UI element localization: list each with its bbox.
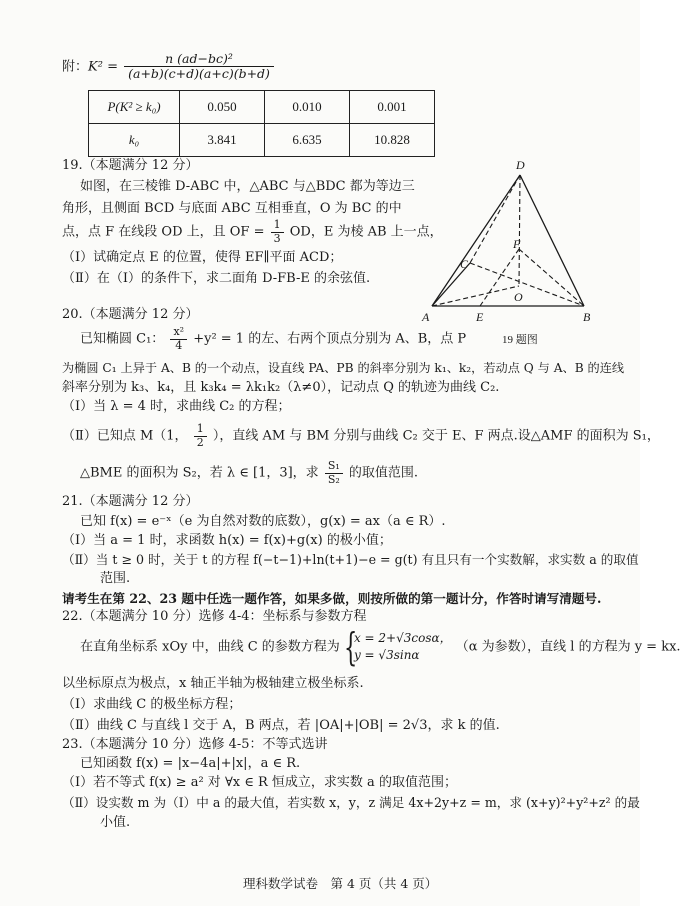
- q22-eq-x: x = 2+√3cosα，: [353, 631, 452, 645]
- q22-part1: （Ⅰ）求曲线 C 的极坐标方程；: [62, 697, 242, 712]
- q19-fraction: $\frac{1}{3}$: [271, 219, 284, 245]
- q21-part2: （Ⅱ）当 t ≥ 0 时，关于 t 的方程 f(−t−1)+ln(t+1)−e = g(t) 有且只有一个实数解，求实数 a 的取值: [62, 552, 639, 567]
- label-o: O: [514, 290, 523, 304]
- label-c: C: [460, 257, 469, 271]
- formula-lhs: K² =: [88, 59, 118, 75]
- edge-da: [432, 175, 520, 306]
- label-d: D: [516, 158, 525, 172]
- segment-ao: [432, 286, 519, 306]
- table-cell: 10.828: [350, 124, 435, 157]
- q23-line1: 已知函数 f(x) = |x−4a|+|x|，a ∈ R.: [80, 756, 301, 771]
- q19-part2: （Ⅱ）在（Ⅰ）的条件下，求二面角 D-FB-E 的余弦值.: [62, 271, 371, 286]
- edge-db: [520, 175, 584, 306]
- figure-19-caption: 19 题图: [502, 334, 538, 346]
- formula-numerator: n (ad−bc)²: [124, 52, 274, 67]
- q19-line2: 角形，且侧面 BCD 与底面 ABC 互相垂直，O 为 BC 的中: [62, 201, 402, 216]
- segment-do: [519, 175, 520, 286]
- segment-fb: [519, 249, 584, 306]
- q20-part2-cont: △BME 的面积为 S₂，若 λ ∈ [1，3]，求 $\frac{\text{S₁}}{\text{S₂}}$ 的取值范围.: [80, 459, 419, 486]
- brace-icon: {: [343, 625, 358, 669]
- q20-heading: 20.（本题满分 12 分）: [62, 307, 199, 322]
- q20-part2: （Ⅱ）已知点 M（1， $\frac{1}{2}$ ），直线 AM 与 BM 分别与曲线 C₂ 交于 E、F 两点.设△AMF 的面积为 S₁，: [62, 422, 660, 449]
- table-row: [89, 124, 435, 157]
- label-b: B: [583, 310, 591, 324]
- q19-heading: 19.（本题满分 12 分）: [62, 158, 199, 173]
- q20-ratio-fraction: $\frac{\text{S₁}}{\text{S₂}}$: [325, 460, 343, 486]
- q22-line2: 以坐标原点为极点，x 轴正半轴为极轴建立极坐标系.: [62, 676, 364, 691]
- q21-part2-cont: 范围.: [100, 571, 131, 586]
- table-row: [89, 91, 435, 124]
- q20-fraction: $\frac{\text{x²}}{4}$: [170, 326, 187, 352]
- table-cell: 0.050: [180, 91, 265, 124]
- page-footer: 理科数学试卷 第 4 页（共 4 页）: [243, 876, 438, 891]
- q20-part2-fraction: $\frac{1}{2}$: [194, 423, 207, 449]
- q22-part2: （Ⅱ）曲线 C 与直线 l 交于 A，B 两点，若 |OA|+|OB| = 2√3，求 k 的值.: [62, 718, 500, 733]
- q23-part2: （Ⅱ）设实数 m 为（Ⅰ）中 a 的最大值，若实数 x，y，z 满足 4x+2y+z = m，求 (x+y)²+y²+z² 的最: [62, 795, 640, 810]
- table-header-k: k₀: [89, 124, 180, 157]
- q22-heading: 22.（本题满分 10 分）选修 4-4：坐标系与参数方程: [62, 609, 367, 624]
- q20-line2: 为椭圆 C₁ 上异于 A、B 的一个动点，设直线 PA、PB 的斜率分别为 k₁、k₂，若动点 Q 与 A、B 的连线: [62, 361, 625, 375]
- q21-line1: 已知 f(x) = e⁻ˣ（e 为自然对数的底数），g(x) = ax（a ∈ R）.: [80, 514, 446, 529]
- q19-line1: 如图，在三棱锥 D-ABC 中，△ABC 与△BDC 都为等边三: [80, 179, 415, 194]
- table-cell: 6.635: [265, 124, 350, 157]
- table-cell: 0.010: [265, 91, 350, 124]
- q22-parametric-system: [343, 625, 452, 669]
- q23-heading: 23.（本题满分 10 分）选修 4-5：不等式选讲: [62, 737, 328, 752]
- k-squared-formula: [62, 52, 276, 82]
- edge-cb: [470, 263, 584, 306]
- q23-part1: （Ⅰ）若不等式 f(x) ≥ a² 对 ∀x ∈ R 恒成立，求实数 a 的取值范围；: [62, 775, 457, 790]
- q21-heading: 21.（本题满分 12 分）: [62, 494, 199, 509]
- q23-part2-cont: 小值.: [100, 815, 131, 830]
- q22-eq-y: y = √3sinα: [353, 648, 420, 662]
- label-e: E: [476, 310, 484, 324]
- label-f: F: [513, 237, 521, 251]
- table-header-p: P(K² ≥ k₀): [89, 91, 180, 124]
- q19-part1: （Ⅰ）试确定点 E 的位置，使得 EF∥平面 ACD；: [62, 250, 343, 265]
- elective-notice: 请考生在第 22、23 题中任选一题作答，如果多做，则按所做的第一题计分，作答时请写清题号.: [62, 591, 602, 606]
- q19-line3: 点，点 F 在线段 OD 上，且 OF = $\frac{1}{3}$ OD，E 为棱 AB 上一点，: [62, 218, 443, 245]
- q20-part1: （Ⅰ）当 λ = 4 时，求曲线 C₂ 的方程；: [62, 399, 291, 414]
- q21-part1: （Ⅰ）当 a = 1 时，求函数 h(x) = f(x)+g(x) 的极小值；: [62, 533, 392, 548]
- figure-19-pyramid: [418, 155, 598, 347]
- q20-line1: 已知椭圆 C₁： $\frac{\text{x²}}{4}$ +y² = 1 的左、右两个顶点分别为 A、B，点 P: [80, 325, 467, 352]
- table-cell: 0.001: [350, 91, 435, 124]
- table-cell: 3.841: [180, 124, 265, 157]
- formula-prefix: 附：: [62, 59, 89, 75]
- formula-fraction: [124, 52, 274, 82]
- k-squared-table: [88, 90, 435, 157]
- label-a: A: [422, 310, 430, 324]
- formula-denominator: (a+b)(c+d)(a+c)(b+d): [128, 66, 270, 82]
- q20-line3: 斜率分别为 k₃、k₄，且 k₃k₄ = λk₁k₂（λ≠0），记动点 Q 的轨迹为曲线 C₂.: [62, 380, 500, 395]
- q22-line1: 在直角坐标系 xOy 中，曲线 C 的参数方程为 { x = 2+√3cosα， y = √3sinα （α 为参数），直线 l 的方程为 y = kx.: [80, 625, 681, 669]
